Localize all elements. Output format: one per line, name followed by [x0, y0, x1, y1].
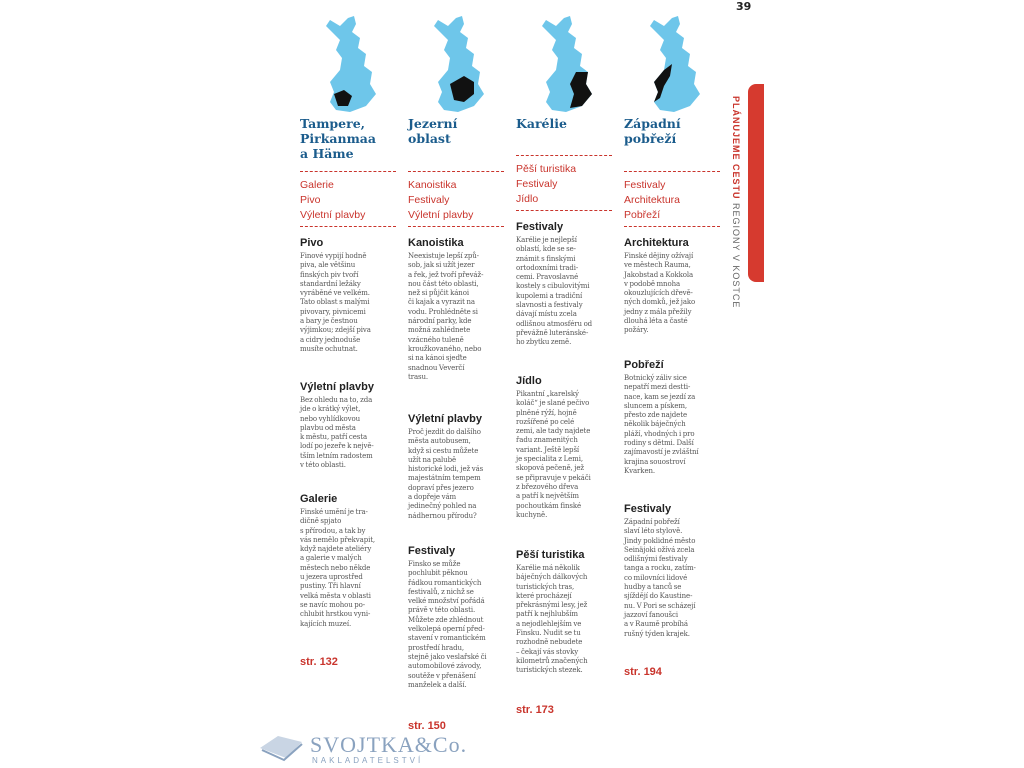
text-line: turistických tras, — [516, 582, 575, 591]
text-line: a patří k největším — [516, 492, 579, 501]
text-line: ných domků, jež jako — [624, 298, 696, 307]
text-line: velká města v oblasti — [300, 591, 371, 600]
text-line: ortodoxními tradi- — [516, 263, 579, 272]
page-reference: str. 132 — [300, 656, 338, 668]
chapter-tab — [748, 84, 764, 282]
finland-map-karelia-icon — [516, 14, 612, 114]
text-line: Pikantní „karelský — [516, 390, 579, 398]
section-pivo: Pivo Finové vypijí hodně piva, ale většinu finských piv tvoří standardní ležáky vyráběné ve velkém. Tato oblast s malými pivovary, pivnicemi a bary je čestnou výjimkou; zdejší piva a cidry jednoduše musíte ochutnat. — [300, 236, 398, 354]
text-line: řádkou romantických — [408, 578, 482, 587]
text-line: dlouhá léta a časté — [624, 317, 688, 326]
text-line: nou část této oblasti, — [408, 279, 479, 288]
text-line: Finské umění je tra- — [300, 508, 368, 516]
text-line: hudby a tanců se — [624, 583, 682, 592]
text-line: nebo vyhlídkovou — [300, 414, 360, 423]
text-line: požáry. — [624, 326, 649, 335]
text-line: Neexistuje lepší způ- — [408, 252, 479, 260]
text-line: Finské dějiny ožívají — [624, 252, 694, 260]
text-line: městech nebo někde — [300, 563, 371, 572]
text-line: cemi. Pravoslavné — [516, 273, 579, 282]
text-line: pivovary, pivnicemi — [300, 307, 366, 316]
text-line: když si cestu můžete — [408, 446, 479, 455]
text-line: si na kánoi sjeďte — [408, 354, 467, 363]
chapter-label: PLÁNUJEME CESTU REGIONY V KOSTCE — [731, 96, 741, 309]
text-line: dávají místu zcela — [516, 310, 577, 319]
text-line: koláč“ je slané pečivo — [516, 399, 590, 408]
text-line: nace, kam se jezdí za — [624, 392, 696, 401]
text-line: se navíc mohou po- — [300, 600, 366, 609]
section-body — [300, 508, 398, 629]
publisher-watermark — [258, 728, 468, 768]
section-architektura: Architektura Finské dějiny ožívají ve městech Rauma, Jakobstad a Kokkola v podobě mnoha okouzlujících dřevě- ných domků, jež jako jedny z mála přežily dlouhá léta a časté požáry. — [624, 236, 722, 336]
text-line: Proč jezdit do dalšího — [408, 428, 481, 436]
dashed-divider — [624, 226, 720, 227]
text-line: sluncem a pískem, — [624, 401, 688, 410]
text-line: jazzoví fanoušci — [624, 610, 678, 619]
text-line: Jindy poklidné město — [624, 536, 696, 545]
text-line: přesto zde najdete — [624, 411, 687, 420]
text-line: patří k nejhlubším — [516, 610, 578, 619]
text-line: stavení v romantickém — [408, 634, 486, 643]
text-line: nádhernou přírodu? — [408, 511, 477, 520]
text-line: ho zbytku země. — [516, 338, 572, 347]
text-line: jde o krátký výlet, — [300, 405, 361, 414]
dashed-divider — [300, 226, 396, 227]
page-reference: str. 150 — [408, 720, 446, 732]
text-line: velké množství pořádá — [408, 597, 485, 606]
text-line: lodí po jezeře k nejvě- — [300, 442, 374, 451]
finland-map-lakes-icon — [408, 14, 504, 114]
text-line: velkolepá operní před- — [408, 625, 485, 634]
dashed-divider — [408, 226, 504, 227]
text-line: užít na palubě — [408, 455, 457, 464]
text-line: variant. Ještě lepší — [516, 445, 580, 454]
text-line: odlišnou atmosféru od — [516, 319, 593, 328]
text-line: historické lodi, jež vás — [408, 465, 484, 474]
text-line: nepatří mezi destti- — [624, 383, 691, 392]
section-body — [624, 374, 722, 476]
text-line: sjíždějí do Kaustine- — [624, 592, 693, 601]
section-body — [516, 236, 614, 348]
page-reference: str. 173 — [516, 704, 554, 716]
text-line: města autobusem, — [408, 437, 471, 446]
text-line: v podobě mnoha — [624, 279, 681, 288]
section-vyletni-plavby: Výletní plavby Bez ohledu na to, zda jde o krátký výlet, nebo vyhlídkovou plavbu od města k městu, patří cesta lodí po jezeře k nejvě- tším letním radostem v této oblasti. — [300, 380, 398, 470]
text-line: festivalů, z nichž se — [408, 587, 474, 596]
region-title: Západní pobřeží — [624, 116, 681, 146]
text-line: Finsko se může — [408, 560, 461, 568]
text-line: Západní pobřeží — [624, 518, 680, 526]
text-line: a řek, jež tvoří převáž- — [408, 270, 484, 279]
text-line: zajímavostí je zvláštní — [624, 448, 699, 457]
text-line: Kvarken. — [624, 466, 656, 475]
section-festivaly: Festivaly Finsko se může pochlubit pěknou řádkou romantických festivalů, z nichž se velké množství pořádá právě v této oblasti. Můžete zde zhlédnout velkolepá operní před- stavení v romantickém prostředí hradu, stejně jako veslařské či automobilové závody, soutěže v přenášení manželek a další. — [408, 544, 506, 690]
section-body — [516, 390, 614, 520]
text-line: rozhodně nebudete — [516, 638, 583, 647]
section-body — [624, 518, 722, 639]
highlights-list: Pěší turistika Festivaly Jídlo — [516, 163, 577, 205]
text-line: kilometrů značených — [516, 656, 588, 665]
text-line: když najdete ateliéry — [300, 545, 372, 554]
section-body — [408, 428, 506, 521]
section-galerie: Galerie Finské umění je tra- dičně spjato s přírodou, a tak by vás nemělo překvapit, když najdete ateliéry a galerie v malých městech nebo někde u jezera uprostřed pustiny. Tři hlavní velká města v oblasti se navíc mohou po- chlubit hrstkou vyni- kajících muzeí. — [300, 492, 398, 629]
text-line: finských piv tvoří — [300, 270, 359, 279]
text-line: je specialita z Lemi, — [516, 455, 583, 464]
section-body — [408, 252, 506, 382]
text-line: vzácného tuleně — [408, 335, 464, 344]
text-line: plněné rýží, hojně — [516, 408, 577, 417]
text-line: kupolemi a tradiční — [516, 291, 583, 300]
region-title: Tampere, Pirkanmaa a Häme — [300, 116, 377, 161]
text-line: majestátním tempem — [408, 474, 481, 483]
text-line: z březového dřeva — [516, 482, 579, 491]
text-line: jedny z mála přežily — [624, 307, 692, 316]
text-line: rušný týden krajek. — [624, 629, 690, 638]
section-body — [516, 564, 614, 676]
text-line: které procházejí — [516, 591, 572, 600]
publisher-logo-icon — [258, 732, 304, 764]
text-line: okouzlujících dřevě- — [624, 289, 693, 298]
section-body — [408, 560, 506, 690]
text-line: – čekají vás stovky — [516, 647, 579, 656]
region-title: Karélie — [516, 116, 567, 131]
text-line: Bez ohledu na to, zda — [300, 396, 373, 404]
section-body — [300, 252, 398, 354]
text-line: a cidry jednoduše — [300, 335, 361, 344]
section-body — [300, 396, 398, 470]
text-line: pláží, vhodných i pro — [624, 429, 695, 438]
finland-map-west-coast-icon — [624, 14, 720, 114]
text-line: ve městech Rauma, — [624, 261, 691, 270]
text-line: k městu, patří cesta — [300, 433, 368, 442]
section-pesi-turistika: Pěší turistika Karélie má několik báječných dálkových turistických tras, které procházejí překrásnými lesy, jež patří k nejhlubším a nejodlehlejším ve Finsku. Nudit se tu rozhodně nebudete – čekají vás stovky kilometrů značených turistických stezek. — [516, 548, 614, 676]
region-title: Jezerní oblast — [408, 116, 458, 146]
text-line: odlišnými festivaly — [624, 555, 688, 564]
page-reference: str. 194 — [624, 666, 662, 678]
text-line: Botnický záliv sice — [624, 374, 687, 382]
text-line: pustiny. Tři hlavní — [300, 582, 361, 591]
text-line: sob, jak si užít jezer — [408, 261, 475, 270]
text-line: standardní ležáky — [300, 279, 361, 288]
text-line: slavnosti a festivaly — [516, 301, 583, 310]
section-pobrezi: Pobřeží Botnický záliv sice nepatří mezi destti- nace, kam se jezdí za sluncem a pískem, přesto zde najdete několik báječných pláží, vhodných i pro rodiny s dětmi. Další zajímavostí je zvláštní krajina souostroví Kvarken. — [624, 358, 722, 476]
text-line: Jakobstad a Kokkola — [624, 270, 694, 279]
text-line: automobilové závody, — [408, 662, 482, 671]
text-line: vyráběné ve velkém. — [300, 289, 370, 298]
text-line: chlubit hrstkou vyni- — [300, 610, 371, 619]
text-line: turistických stezek. — [516, 666, 583, 675]
section-kanoistika: Kanoistika Neexistuje lepší způ- sob, jak si užít jezer a řek, jež tvoří převáž- nou část této oblasti, než si půjčit kánoi či kajak a vyrazit na vodu. Prohlédněte si národní parky, kde možná zahlédnete vzácného tuleně kroužkovaného, nebo si na kánoi sjeďte snadnou Veverčí trasu. — [408, 236, 506, 382]
text-line: řadu znamenitých — [516, 436, 578, 445]
text-line: známit s finskými — [516, 254, 576, 263]
text-line: snadnou Veverčí — [408, 363, 465, 372]
text-line: tším letním radostem — [300, 451, 373, 460]
text-line: trasu. — [408, 372, 429, 381]
section-festivaly: Festivaly Západní pobřeží slaví léto stylově. Jindy poklidné město Seinäjoki ožívá zcela odlišnými festivaly tanga a rocku, zatím- co milovníci lidové hudby a tanců se sjíždějí do Kaustine- nu. V Pori se scházejí jazzoví fanoušci a v Raumě probíhá rušný týden krajek. — [624, 502, 722, 639]
text-line: výjimkou; zdejší piva — [300, 326, 371, 335]
text-line: kajících muzeí. — [300, 619, 352, 628]
highlights-list: Festivaly Architektura Pobřeží — [624, 179, 681, 221]
text-line: dopraví přes jezero — [408, 483, 474, 492]
text-line: národní parky, kde — [408, 317, 472, 326]
text-line: Tato oblast s malými — [300, 298, 370, 307]
text-line: právě v této oblasti. — [408, 606, 476, 615]
text-line: kuchyně. — [516, 510, 548, 519]
text-line: překrásnými lesy, jež — [516, 601, 588, 610]
finland-map-tampere-icon — [300, 14, 396, 114]
highlights-list: Galerie Pivo Výletní plavby — [300, 179, 366, 221]
text-line: či kajak a vyrazit na — [408, 298, 475, 307]
text-line: a nejodlehlejším ve — [516, 619, 582, 628]
text-line: a bary je čestnou — [300, 317, 358, 326]
text-line: Finové vypijí hodně — [300, 252, 367, 260]
text-line: jedinečný pohled na — [408, 502, 477, 511]
text-line: co milovníci lidové — [624, 573, 688, 582]
text-line: Finsku. Nudit se tu — [516, 629, 581, 638]
text-line: vodu. Prohlédněte si — [408, 307, 478, 316]
text-line: manželek a další. — [408, 680, 467, 689]
text-line: prostředí hradu, — [408, 643, 465, 652]
dashed-divider — [516, 155, 612, 156]
dashed-divider — [624, 171, 720, 172]
text-line: vás nemělo překvapit, — [300, 535, 376, 544]
section-jidlo: Jídlo Pikantní „karelský koláč“ je slané pečivo plněné rýží, hojně rozšířené po celé zemi, ale tady najdete řadu znamenitých variant. Ještě lepší je specialita z Lemi, skopová pečeně, jež se připravuje v pekáči z březového dřeva a patří k největším pochoutkám finské kuchyně. — [516, 374, 614, 520]
text-line: skopová pečeně, jež — [516, 464, 584, 473]
dashed-divider — [408, 171, 504, 172]
text-line: dičně spjato — [300, 517, 342, 526]
text-line: oblastí, kde se se- — [516, 245, 576, 254]
text-line: Karélie je nejlepší — [516, 236, 577, 244]
text-line: rodiny s dětmi. Další — [624, 439, 694, 448]
text-line: možná zahlédnete — [408, 326, 471, 335]
text-line: Karélie má několik — [516, 564, 580, 572]
text-line: se připravuje v pekáči — [516, 473, 591, 482]
section-vyletni-plavby: Výletní plavby Proč jezdit do dalšího města autobusem, když si cestu můžete užít na palubě historické lodi, jež vás majestátním tempem dopraví přes jezero a dopřeje vám jedinečný pohled na nádhernou přírodu? — [408, 412, 506, 521]
section-body — [624, 252, 722, 336]
text-line: u jezera uprostřed — [300, 573, 363, 582]
section-festivaly: Festivaly Karélie je nejlepší oblastí, kde se se- známit s finskými ortodoxními tradi- cemi. Pravoslavné kostely s cibulovitými kupolemi a tradiční slavnosti a festivaly dávají místu zcela odlišnou atmosféru od převážně luteránské- ho zbytku země. — [516, 220, 614, 348]
text-line: zemi, ale tady najdete — [516, 427, 591, 436]
text-line: pochoutkám finské — [516, 501, 582, 510]
text-line: stejně jako veslařské či — [408, 652, 487, 661]
text-line: než si půjčit kánoi — [408, 289, 469, 298]
text-line: kostely s cibulovitými — [516, 282, 590, 291]
page-number: 39 — [736, 0, 752, 13]
text-line: nu. V Pori se scházejí — [624, 601, 696, 610]
text-line: několik báječných — [624, 420, 686, 429]
text-line: a dopřeje vám — [408, 493, 457, 502]
text-line: Seinäjoki ožívá zcela — [624, 545, 695, 554]
text-line: Můžete zde zhlédnout — [408, 615, 484, 624]
text-line: rozšířené po celé — [516, 417, 575, 426]
text-line: a v Raumě probíhá — [624, 620, 688, 629]
text-line: a galerie v malých — [300, 554, 362, 563]
dashed-divider — [516, 210, 612, 211]
text-line: v této oblasti. — [300, 461, 346, 470]
publisher-subtitle: NAKLADATELSTVÍ — [312, 756, 424, 765]
text-line: báječných dálkových — [516, 573, 588, 582]
dashed-divider — [300, 171, 396, 172]
text-line: krajina souostroví — [624, 457, 686, 466]
text-line: slaví léto stylově. — [624, 527, 683, 536]
highlights-list: Kanoistika Festivaly Výletní plavby — [408, 179, 474, 221]
text-line: kroužkovaného, nebo — [408, 344, 482, 353]
text-line: plavbu od města — [300, 423, 356, 432]
text-line: piva, ale většinu — [300, 261, 356, 270]
text-line: soutěže v přenášení — [408, 671, 476, 680]
text-line: pochlubit pěknou — [408, 569, 468, 578]
text-line: tanga a rocku, zatím- — [624, 564, 696, 573]
publisher-name: SVOJTKA&Co. — [310, 732, 468, 757]
text-line: musíte ochutnat. — [300, 344, 358, 353]
text-line: převážně luteránské- — [516, 328, 589, 337]
text-line: s přírodou, a tak by — [300, 526, 366, 535]
